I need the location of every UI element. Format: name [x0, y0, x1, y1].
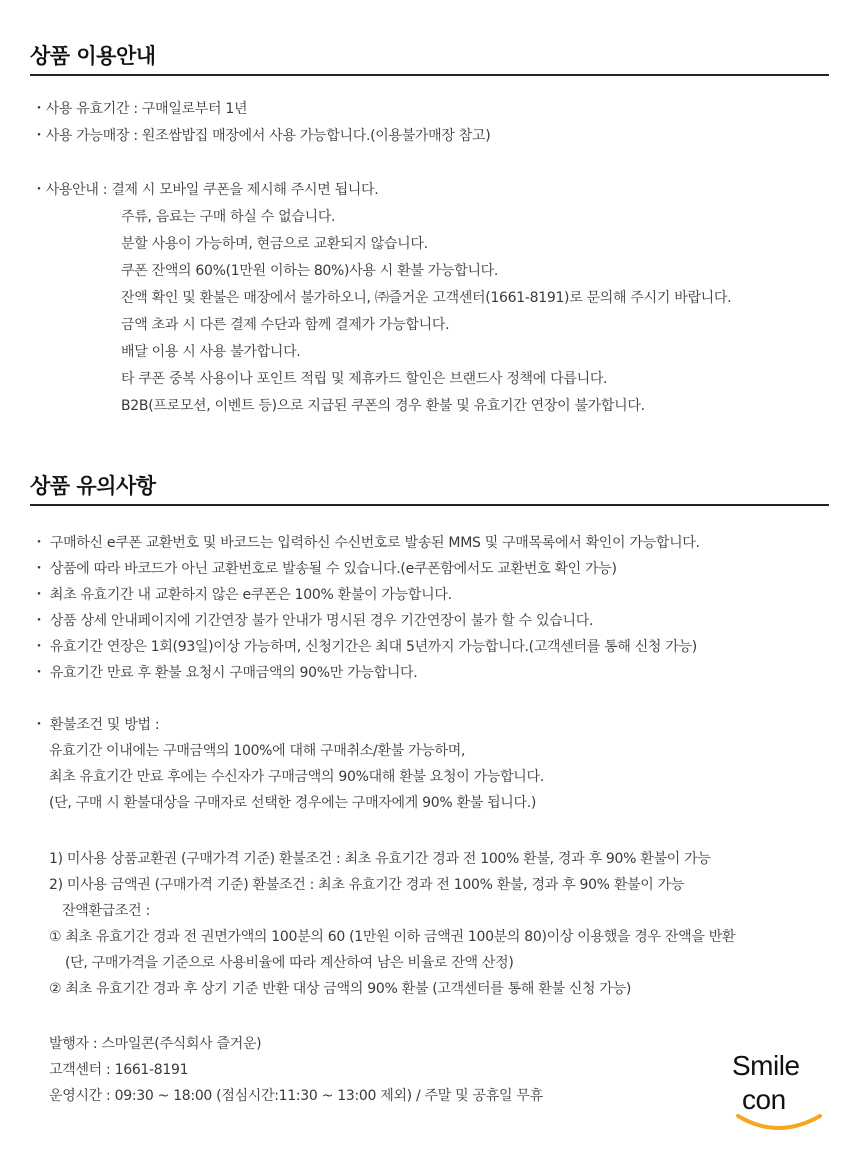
section1-title: 상품 이용안내 [30, 44, 156, 68]
s2-line: ・ 환불조건 및 방법 : [32, 717, 160, 733]
s2-line: 운영시간 : 09:30 ~ 18:00 (점심시간:11:30 ~ 13:00 제외) / 주말 및 공휴일 무휴 [49, 1088, 543, 1104]
section1-divider [30, 74, 829, 76]
s2-line: 잔액환급조건 : [62, 903, 150, 919]
s2-line: (단, 구매 시 환불대상을 구매자로 선택한 경우에는 구매자에게 90% 환불 됩니다.) [49, 795, 537, 811]
section2-divider [30, 504, 829, 506]
s1-line: 주류, 음료는 구매 하실 수 없습니다. [121, 209, 336, 225]
s1-line: 쿠폰 잔액의 60%(1만원 이하는 80%)사용 시 환불 가능합니다. [121, 263, 499, 279]
section2-title: 상품 유의사항 [30, 474, 156, 498]
s2-line: 2) 미사용 금액권 (구매가격 기준) 환불조건 : 최초 유효기간 경과 전 100% 환불, 경과 후 90% 환불이 가능 [49, 877, 685, 893]
logo-line2: con [742, 1084, 786, 1115]
s2-line: (단, 구매가격을 기준으로 사용비율에 따라 계산하여 남은 비율로 잔액 산정) [65, 955, 514, 971]
s1-line: B2B(프로모션, 이벤트 등)으로 지급된 쿠폰의 경우 환불 및 유효기간 연장이 불가합니다. [121, 398, 645, 414]
smilecon-logo [730, 1050, 830, 1140]
s2-line: ・ 유효기간 만료 후 환불 요청시 구매금액의 90%만 가능합니다. [32, 665, 418, 681]
s2-line: ・ 유효기간 연장은 1회(93일)이상 가능하며, 신청기간은 최대 5년까지 가능합니다.(고객센터를 통해 신청 가능) [32, 639, 697, 655]
s2-line: ・ 최초 유효기간 내 교환하지 않은 e쿠폰은 100% 환불이 가능합니다. [32, 587, 452, 603]
s1-line: 금액 초과 시 다른 결제 수단과 함께 결제가 가능합니다. [121, 317, 450, 333]
s2-line: ・ 상품 상세 안내페이지에 기간연장 불가 안내가 명시된 경우 기간연장이 불가 할 수 있습니다. [32, 613, 594, 629]
s2-line: 최초 유효기간 만료 후에는 수신자가 구매금액의 90%대해 환불 요청이 가능합니다. [49, 769, 544, 785]
s1-line: 배달 이용 시 사용 불가합니다. [121, 344, 301, 360]
s2-line: ・ 구매하신 e쿠폰 교환번호 및 바코드는 입력하신 수신번호로 발송된 MMS 및 구매목록에서 확인이 가능합니다. [32, 535, 700, 551]
s2-line: ② 최초 유효기간 경과 후 상기 기준 반환 대상 금액의 90% 환불 (고객센터를 통해 환불 신청 가능) [49, 981, 632, 997]
s2-line: ① 최초 유효기간 경과 전 권면가액의 100분의 60 (1만원 이하 금액권 100분의 80)이상 이용했을 경우 잔액을 반환 [49, 929, 736, 945]
s2-line: 고객센터 : 1661-8191 [49, 1062, 189, 1078]
s2-line: 발행자 : 스마일콘(주식회사 즐거운) [49, 1036, 262, 1052]
s2-line: ・ 상품에 따라 바코드가 아닌 교환번호로 발송될 수 있습니다.(e쿠폰함에서도 교환번호 확인 가능) [32, 561, 617, 577]
logo-line1: Smile [732, 1050, 800, 1081]
s1-line: ・사용 가능매장 : 원조쌈밥집 매장에서 사용 가능합니다.(이용불가매장 참고) [32, 128, 491, 144]
s1-line: 타 쿠폰 중복 사용이나 포인트 적립 및 제휴카드 할인은 브랜드사 정책에 다릅니다. [121, 371, 608, 387]
s1-line: ・사용 유효기간 : 구매일로부터 1년 [32, 101, 248, 117]
smile-curve-icon [730, 1110, 830, 1140]
s1-line: 분할 사용이 가능하며, 현금으로 교환되지 않습니다. [121, 236, 428, 252]
s2-line: 1) 미사용 상품교환권 (구매가격 기준) 환불조건 : 최초 유효기간 경과 전 100% 환불, 경과 후 90% 환불이 가능 [49, 851, 711, 867]
s2-line: 유효기간 이내에는 구매금액의 100%에 대해 구매취소/환불 가능하며, [49, 743, 466, 759]
s1-line: ・사용안내 : 결제 시 모바일 쿠폰을 제시해 주시면 됩니다. [32, 182, 379, 198]
s1-line: 잔액 확인 및 환불은 매장에서 불가하오니, ㈜즐거운 고객센터(1661-8191)로 문의해 주시기 바랍니다. [121, 290, 732, 306]
